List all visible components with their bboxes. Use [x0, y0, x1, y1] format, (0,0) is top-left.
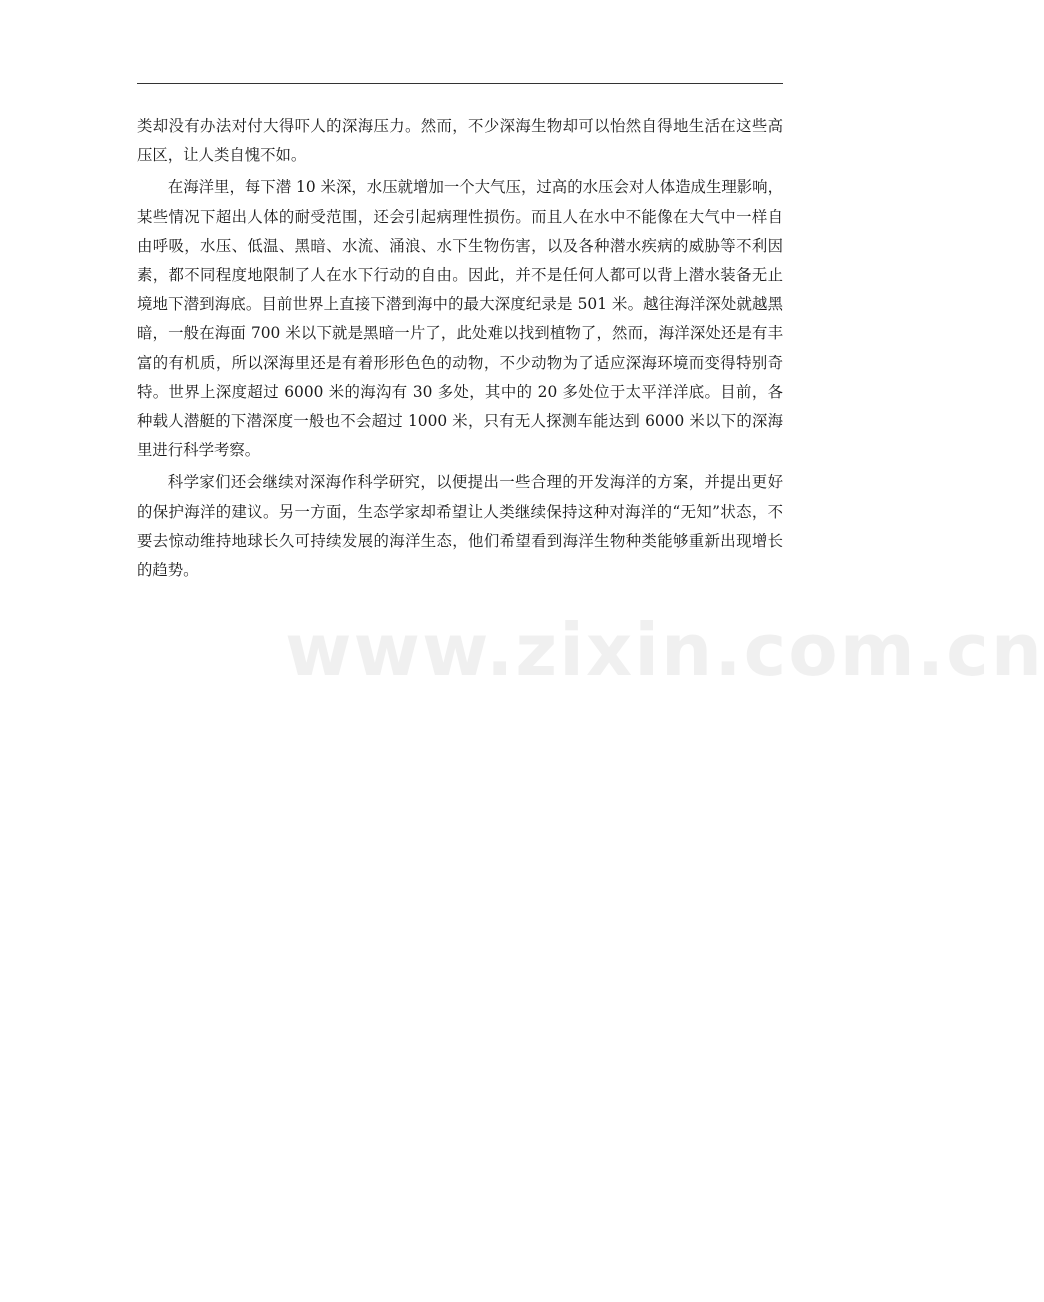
- paragraph-2: 在海洋里，每下潜 10 米深，水压就增加一个大气压，过高的水压会对人体造成生理影响，某些情况下超出人体的耐受范围，还会引起病理性损伤。而且人在水中不能像在大气中一样自由呼吸，水压、低温、黑暗、水流、涌浪、水下生物伤害，以及各种潜水疾病的威胁等不利因素，都不同程度地限制了人在水下行动的自由。因此，并不是任何人都可以背上潜水装备无止境地下潜到海底。目前世界上直接下潜到海中的最大深度纪录是 501 米。越往海洋深处就越黑暗，一般在海面 700 米以下就是黑暗一片了，此处难以找到植物了，然而，海洋深处还是有丰富的有机质，所以深海里还是有着形形色色的动物，不少动物为了适应深海环境而变得特别奇特。世界上深度超过 6000 米的海沟有 30 多处，其中的 20 多处位于太平洋洋底。目前，各种载人潜艇的下潜深度一般也不会超过 1000 米，只有无人探测车能达到 6000 米以下的深海里进行科学考察。: [137, 178, 783, 460]
- paragraph-3: 科学家们还会继续对深海作科学研究，以便提出一些合理的开发海洋的方案，并提出更好的保护海洋的建议。另一方面，生态学家却希望让人类继续保持这种对海洋的“无知”状态，不要去惊动维持地球长久可持续发展的海洋生态，他们希望看到海洋生物种类能够重新出现增长的趋势。: [137, 473, 783, 580]
- paragraph-1: 类却没有办法对付大得吓人的深海压力。然而，不少深海生物却可以怡然自得地生活在这些高压区，让人类自愧不如。: [137, 117, 783, 165]
- document-body: [137, 112, 783, 588]
- header-rule: [137, 83, 783, 84]
- watermark: www.zixin.com.cn: [285, 608, 1044, 692]
